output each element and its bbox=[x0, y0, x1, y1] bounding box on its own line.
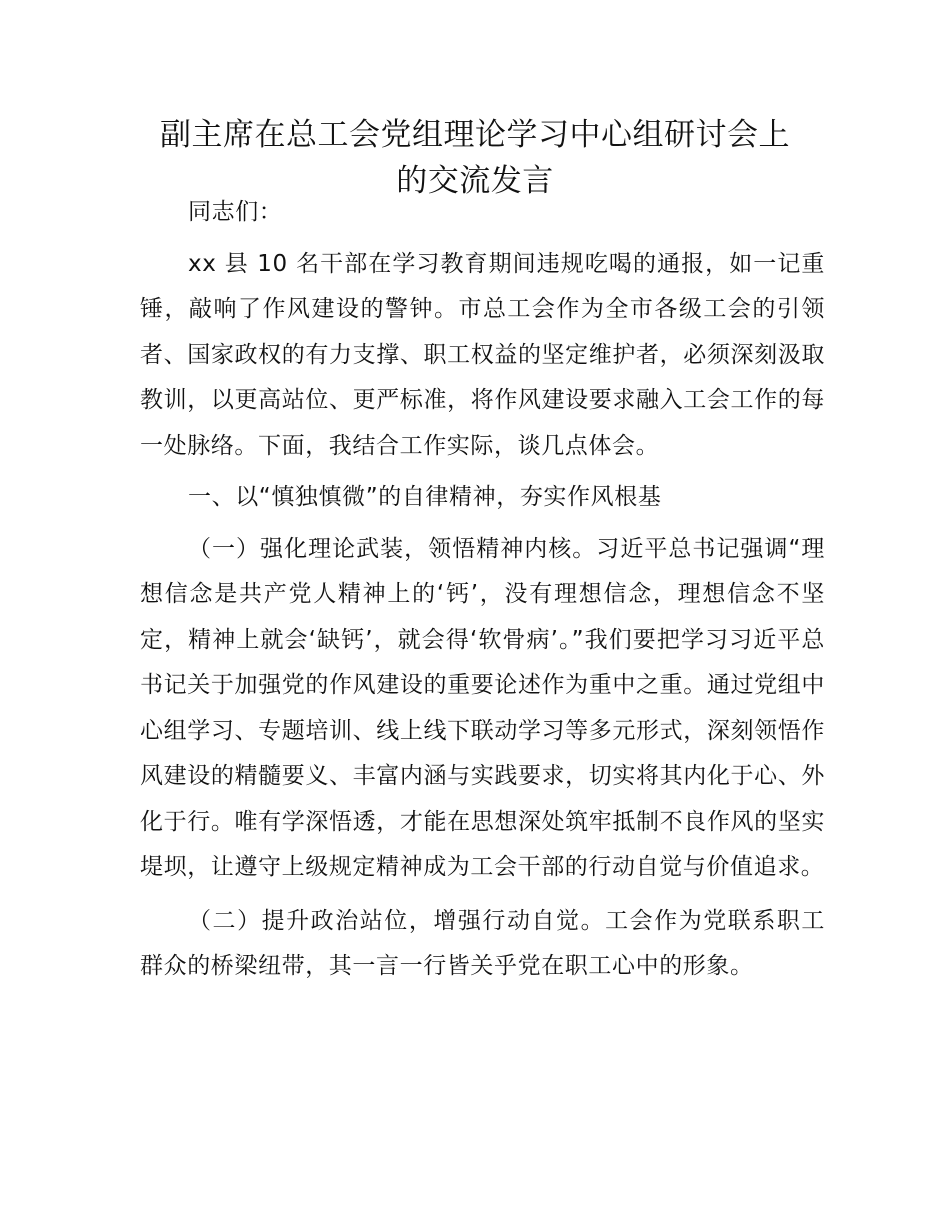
intro-paragraph: xx 县 10 名干部在学习教育期间违规吃喝的通报，如一记重锤，敲响了作风建设的警钟。市总工会作为全市各级工会的引领者、国家政权的有力支撑、职工权益的坚定维护者，必须深刻汲取教训，以更高站位、更严标准，将作风建设要求融入工会工作的每一处脉络。下面，我结合工作实际，谈几点体会。 bbox=[140, 250, 825, 459]
title-line-1: 副主席在总工会党组理论学习中心组研讨会上 bbox=[160, 117, 790, 153]
section-heading-1: 一、以“慎独慎微”的自律精神，夯实作风根基 bbox=[188, 484, 662, 510]
subsection-1-paragraph: （一）强化理论武装，领悟精神内核。习近平总书记强调“理想信念是共产党人精神上的‘钙’，没有理想信念，理想信念不坚定，精神上就会‘缺钙’，就会得‘软骨病’。”我们要把学习习近平总书记关于加强党的作风建设的重要论述作为重中之重。通过党组中心组学习、专题培训、线上线下联动学习等多元形式，深刻领悟作风建设的精髓要义、丰富内涵与实践要求，切实将其内化于心、外化于行。唯有学深悟透，才能在思想深处筑牢抵制不良作风的坚实堤坝，让遵守上级规定精神成为工会干部的行动自觉与价值追求。 bbox=[140, 535, 825, 880]
title-line-2: 的交流发言 bbox=[396, 163, 554, 199]
subsection-2-paragraph: （二）提升政治站位，增强行动自觉。工会作为党联系职工群众的桥梁纽带，其一言一行皆关乎党在职工心中的形象。 bbox=[140, 907, 825, 979]
document-body bbox=[140, 190, 825, 998]
salutation: 同志们： bbox=[188, 199, 283, 225]
